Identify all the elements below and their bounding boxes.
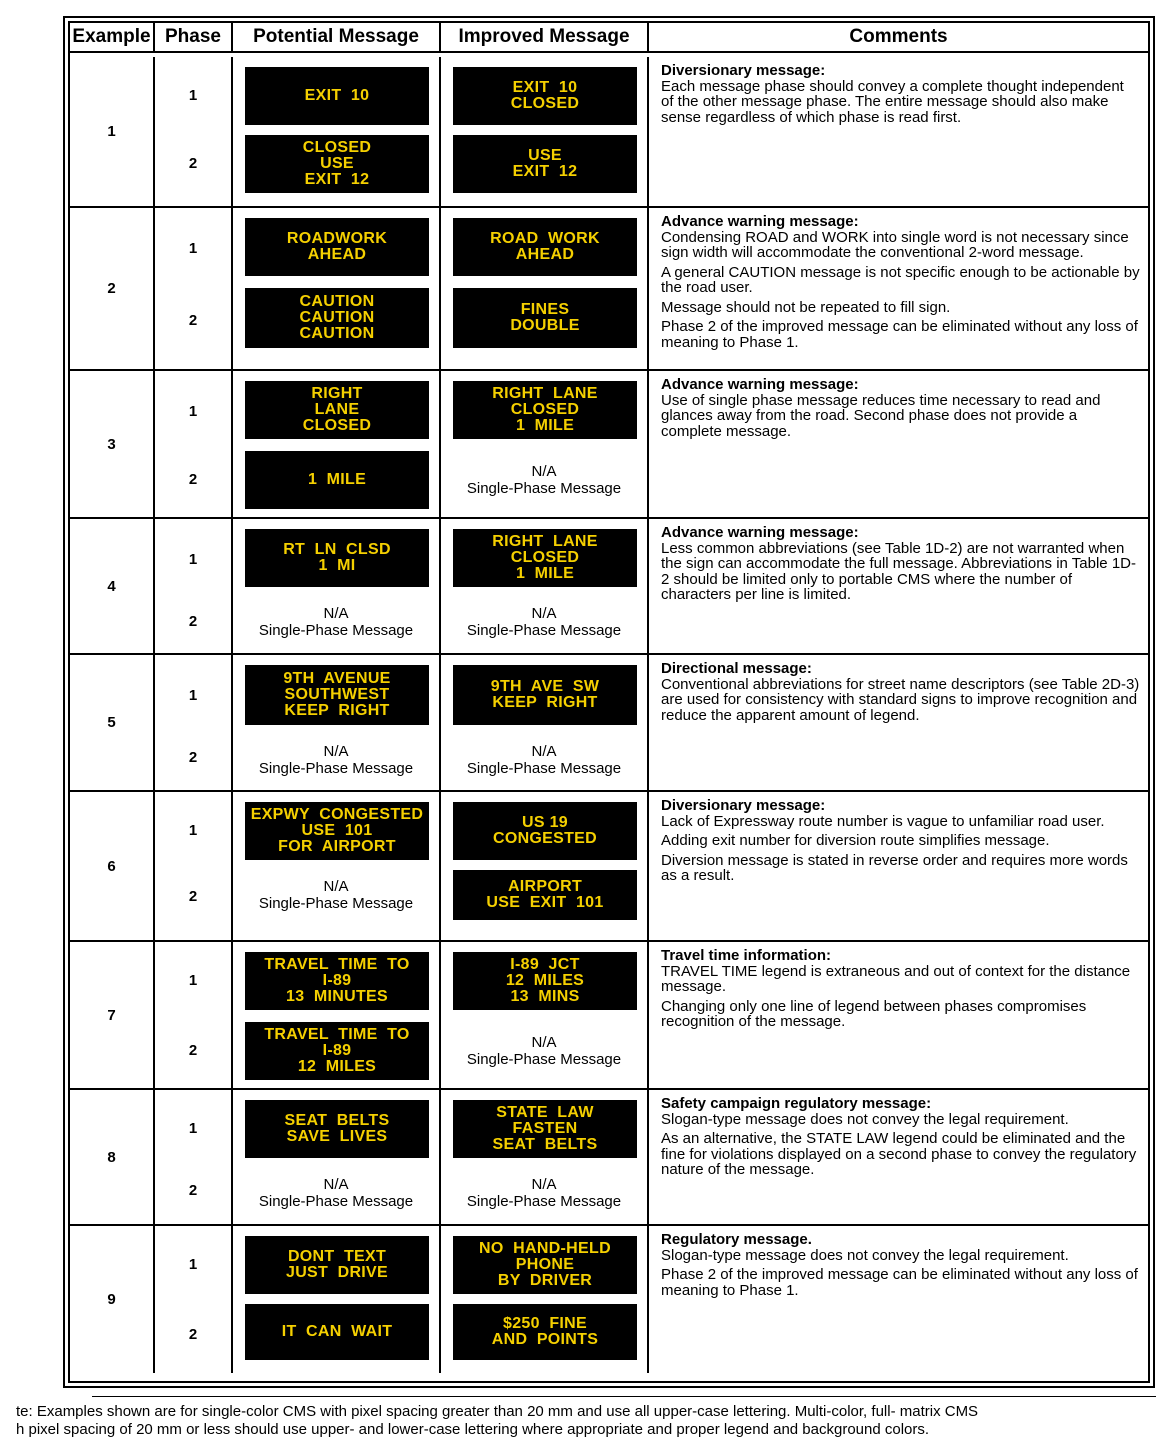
improved-phase-2-line: N/A <box>531 605 557 622</box>
example-number: 3 <box>70 370 154 518</box>
comment-paragraph: Lack of Expressway route number is vague to unfamiliar road user. <box>661 812 1105 830</box>
potential-phase-1-sign <box>245 1100 429 1158</box>
potential-message-cell <box>232 57 440 207</box>
header-potential-message: Potential Message <box>232 23 440 52</box>
potential-phase-1-sign <box>245 529 429 587</box>
comment-paragraph: Phase 2 of the improved message can be eliminated without any loss of meaning to Phase 1. <box>661 318 1138 351</box>
header-example: Example <box>70 23 154 52</box>
potential-phase-1-line: SEAT BELTS <box>284 1112 390 1129</box>
improved-message-cell <box>440 518 648 654</box>
improved-phase-2-sign <box>453 135 637 193</box>
example-number: 9 <box>70 1225 154 1373</box>
potential-message-cell <box>232 791 440 941</box>
table-row <box>70 370 1148 518</box>
comment-text <box>649 942 1148 1030</box>
comment-text <box>649 655 1148 723</box>
potential-phase-1-line: SOUTHWEST <box>284 686 390 703</box>
potential-phase-1-line: DONT TEXT <box>287 1248 387 1265</box>
potential-phase-2-not-applicable <box>233 1176 439 1210</box>
potential-phase-1-line: RIGHT <box>311 385 363 402</box>
comment-paragraph: A general CAUTION message is not specific enough to be actionable by the road user. <box>661 263 1140 296</box>
improved-phase-2-line: AND POINTS <box>491 1331 599 1348</box>
improved-phase-1-line: KEEP RIGHT <box>492 694 598 711</box>
potential-phase-2-sign <box>245 135 429 193</box>
potential-phase-1-line: TRAVEL TIME TO <box>264 956 410 973</box>
potential-phase-1-line: KEEP RIGHT <box>284 702 390 719</box>
comment-paragraph: Less common abbreviations (see Table 1D-2) are not warranted when the sign can accommodate the full message. Abbreviations in Table 1D-2 should be limited only to portable CMS where the number of characters per line is limited. <box>661 539 1136 603</box>
phase-number: 1 <box>188 1256 198 1273</box>
phase-number: 1 <box>188 240 198 257</box>
example-number: 2 <box>70 207 154 370</box>
improved-phase-1-line: 12 MILES <box>505 972 585 989</box>
improved-phase-2-line: EXIT 12 <box>512 163 578 180</box>
improved-message-cell <box>440 57 648 207</box>
improved-phase-2-sign <box>453 870 637 920</box>
table-row <box>70 1089 1148 1225</box>
improved-phase-1-line: FASTEN <box>512 1120 578 1137</box>
phase-cell <box>154 941 232 1089</box>
potential-phase-1-line: USE 101 <box>301 822 373 839</box>
phase-number: 2 <box>188 312 198 329</box>
improved-phase-1-line: RIGHT LANE <box>492 533 598 550</box>
phase-number: 1 <box>188 551 198 568</box>
comment-text <box>649 371 1148 439</box>
improved-phase-2-line: $250 FINE <box>503 1315 587 1332</box>
phase-number: 2 <box>188 1326 198 1343</box>
potential-phase-1-line: 13 MINUTES <box>286 988 388 1005</box>
improved-phase-1-line: 1 MILE <box>515 565 575 582</box>
table-row <box>70 941 1148 1089</box>
potential-phase-2-line: CAUTION <box>299 293 375 310</box>
improved-phase-1-line: CLOSED <box>510 549 580 566</box>
comment-paragraph: Message should not be repeated to fill sign. <box>661 298 951 316</box>
potential-phase-1-sign <box>245 952 429 1010</box>
footnote-line-2: h pixel spacing of 20 mm or less should use upper- and lower-case lettering where appropriate and proper legend and background colors. <box>16 1421 930 1438</box>
potential-phase-2-line: CAUTION <box>299 309 375 326</box>
example-number: 7 <box>70 941 154 1089</box>
potential-phase-2-sign <box>245 1022 429 1080</box>
phase-cell <box>154 791 232 941</box>
potential-phase-2-not-applicable <box>233 878 439 912</box>
improved-message-cell <box>440 1225 648 1373</box>
potential-phase-1-line: LANE <box>314 401 360 418</box>
improved-phase-1-line: PHONE <box>515 1256 575 1273</box>
header-phase: Phase <box>154 23 232 52</box>
footnote <box>16 1403 1166 1439</box>
improved-phase-2-sign <box>453 1304 637 1360</box>
potential-phase-2-line: IT CAN WAIT <box>281 1323 393 1340</box>
table-frame <box>63 16 1155 1388</box>
improved-message-cell <box>440 207 648 370</box>
potential-phase-1-line: FOR AIRPORT <box>278 838 396 855</box>
improved-phase-1-line: ROAD WORK <box>490 230 600 247</box>
improved-phase-1-line: RIGHT LANE <box>492 385 598 402</box>
potential-phase-1-sign <box>245 218 429 276</box>
improved-phase-1-sign <box>453 802 637 860</box>
phase-cell <box>154 654 232 791</box>
improved-message-cell <box>440 791 648 941</box>
header-improved-message: Improved Message <box>440 23 648 52</box>
example-number: 1 <box>70 57 154 207</box>
improved-message-cell <box>440 941 648 1089</box>
potential-phase-2-line: N/A <box>323 743 349 760</box>
phase-number: 2 <box>188 888 198 905</box>
table-row <box>70 1225 1148 1373</box>
example-number: 8 <box>70 1089 154 1225</box>
phase-number: 2 <box>188 471 198 488</box>
phase-cell <box>154 370 232 518</box>
example-number: 6 <box>70 791 154 941</box>
improved-phase-1-line: SEAT BELTS <box>492 1136 598 1153</box>
improved-phase-1-line: CONGESTED <box>492 830 598 847</box>
comment-title: Travel time information: <box>661 947 832 964</box>
comment-paragraph: Condensing ROAD and WORK into single word is not necessary since sign width will accommodate the conventional 2-word message. <box>661 228 1129 261</box>
footnote-line-1: te: Examples shown are for single-color CMS with pixel spacing greater than 20 mm and use all upper-case lettering. Multi-color, full- matrix CMS <box>16 1403 979 1420</box>
improved-message-cell <box>440 654 648 791</box>
improved-phase-1-line: EXIT 10 <box>512 79 578 96</box>
potential-phase-1-line: RT LN CLSD <box>283 541 391 558</box>
improved-phase-1-sign <box>453 67 637 125</box>
improved-phase-1-line: CLOSED <box>510 95 580 112</box>
potential-phase-1-line: JUST DRIVE <box>286 1264 388 1281</box>
potential-phase-2-line: TRAVEL TIME TO <box>264 1026 410 1043</box>
footnote-rule <box>92 1396 1156 1397</box>
potential-phase-2-line: EXIT 12 <box>304 171 370 188</box>
improved-phase-2-line: AIRPORT <box>507 878 583 895</box>
comment-cell <box>648 941 1148 1089</box>
example-number: 4 <box>70 518 154 654</box>
phase-cell <box>154 57 232 207</box>
improved-phase-2-line: Single-Phase Message <box>466 480 622 497</box>
comment-text <box>649 208 1148 350</box>
potential-phase-2-line: Single-Phase Message <box>258 760 414 777</box>
potential-phase-1-line: AHEAD <box>307 246 367 263</box>
potential-phase-2-line: I-89 <box>322 1042 352 1059</box>
comment-title: Advance warning message: <box>661 376 859 393</box>
comment-cell <box>648 518 1148 654</box>
potential-message-cell <box>232 370 440 518</box>
improved-phase-2-not-applicable <box>441 743 647 777</box>
improved-phase-1-sign <box>453 665 637 725</box>
comment-paragraph: Use of single phase message reduces time necessary to read and glances away from the road. Second phase does not provide a complete message. <box>661 391 1101 440</box>
potential-message-cell <box>232 941 440 1089</box>
comment-title: Directional message: <box>661 660 812 677</box>
comment-paragraph: Changing only one line of legend between phases compromises recognition of the message. <box>661 997 1087 1030</box>
improved-phase-1-line: US 19 <box>522 814 568 831</box>
header-comments: Comments <box>849 26 948 47</box>
comment-text <box>649 1090 1148 1178</box>
improved-phase-2-not-applicable <box>441 605 647 639</box>
potential-phase-2-sign <box>245 288 429 348</box>
comment-paragraph: Phase 2 of the improved message can be eliminated without any loss of meaning to Phase 1. <box>661 1266 1138 1299</box>
improved-message-cell <box>440 370 648 518</box>
improved-phase-1-line: NO HAND-HELD <box>479 1240 611 1257</box>
table-row <box>70 207 1148 370</box>
potential-phase-2-line: CLOSED <box>302 139 372 156</box>
comment-cell <box>648 370 1148 518</box>
comment-text <box>649 519 1148 603</box>
improved-phase-1-line: 9TH AVE SW <box>490 678 600 695</box>
comment-cell <box>648 207 1148 370</box>
potential-phase-2-line: Single-Phase Message <box>258 622 414 639</box>
table-row <box>70 57 1148 207</box>
comment-title: Diversionary message: <box>661 62 826 79</box>
comment-cell <box>648 57 1148 207</box>
improved-phase-1-line: BY DRIVER <box>497 1272 593 1289</box>
improved-phase-2-line: Single-Phase Message <box>466 1051 622 1068</box>
improved-phase-1-line: AHEAD <box>515 246 575 263</box>
comment-cell <box>648 654 1148 791</box>
comment-paragraph: Each message phase should convey a complete thought independent of the other message phase. The entire message should also make sense regardless of which phase is read first. <box>661 77 1124 126</box>
improved-phase-1-line: 13 MINS <box>510 988 580 1005</box>
comment-cell <box>648 791 1148 941</box>
potential-phase-2-sign <box>245 451 429 509</box>
improved-phase-2-line: Single-Phase Message <box>466 622 622 639</box>
table-inner <box>68 21 1150 1383</box>
improved-phase-2-line: N/A <box>531 1176 557 1193</box>
improved-phase-2-line: N/A <box>531 743 557 760</box>
improved-phase-2-line: USE <box>528 147 562 164</box>
comment-paragraph: As an alternative, the STATE LAW legend could be eliminated and the fine for violations displayed on a second phase to convey the regulatory nature of the message. <box>661 1130 1137 1178</box>
phase-number: 1 <box>188 822 198 839</box>
table-row <box>70 654 1148 791</box>
potential-phase-1-line: SAVE LIVES <box>286 1128 388 1145</box>
potential-phase-1-line: 9TH AVENUE <box>283 670 391 687</box>
potential-phase-2-line: N/A <box>323 1176 349 1193</box>
improved-phase-1-line: I-89 JCT <box>510 956 580 973</box>
improved-phase-1-sign <box>453 381 637 439</box>
potential-phase-2-sign <box>245 1304 429 1360</box>
table-body <box>70 57 1148 1373</box>
phase-number: 1 <box>188 1120 198 1137</box>
phase-number: 2 <box>188 155 198 172</box>
potential-phase-2-line: 1 MILE <box>307 471 367 488</box>
phase-number: 1 <box>188 87 198 104</box>
potential-phase-1-line: EXIT 10 <box>304 87 370 104</box>
potential-phase-1-sign <box>245 802 429 860</box>
comment-cell <box>648 1089 1148 1225</box>
improved-phase-1-line: CLOSED <box>510 401 580 418</box>
comment-text <box>649 57 1148 125</box>
comment-cell <box>648 1225 1148 1373</box>
improved-phase-2-not-applicable <box>441 1034 647 1068</box>
potential-message-cell <box>232 518 440 654</box>
potential-message-cell <box>232 1089 440 1225</box>
phase-cell <box>154 518 232 654</box>
potential-phase-2-not-applicable <box>233 605 439 639</box>
potential-message-cell <box>232 1225 440 1373</box>
comment-paragraph: TRAVEL TIME legend is extraneous and out of context for the distance message. <box>661 962 1131 995</box>
potential-phase-1-sign <box>245 381 429 439</box>
improved-phase-2-line: USE EXIT 101 <box>486 894 604 911</box>
improved-message-cell <box>440 1089 648 1225</box>
phase-number: 2 <box>188 1182 198 1199</box>
example-number: 5 <box>70 654 154 791</box>
phase-number: 1 <box>188 403 198 420</box>
potential-phase-2-line: 12 MILES <box>297 1058 377 1075</box>
comment-title: Advance warning message: <box>661 524 859 541</box>
improved-phase-2-sign <box>453 288 637 348</box>
improved-phase-2-line: FINES <box>520 301 570 318</box>
potential-phase-1-line: 1 MI <box>318 557 356 574</box>
phase-number: 2 <box>188 1042 198 1059</box>
table-header <box>70 23 1148 53</box>
phase-cell <box>154 1089 232 1225</box>
phase-cell <box>154 207 232 370</box>
potential-phase-1-sign <box>245 67 429 125</box>
phase-number: 2 <box>188 613 198 630</box>
phase-number: 1 <box>188 972 198 989</box>
potential-phase-2-not-applicable <box>233 743 439 777</box>
improved-phase-2-line: Single-Phase Message <box>466 760 622 777</box>
potential-phase-1-line: I-89 <box>322 972 352 989</box>
improved-phase-1-sign <box>453 218 637 276</box>
comment-title: Diversionary message: <box>661 797 826 814</box>
potential-phase-1-line: EXPWY CONGESTED <box>250 806 424 823</box>
potential-phase-1-line: ROADWORK <box>286 230 388 247</box>
comment-title: Safety campaign regulatory message: <box>661 1095 932 1112</box>
improved-phase-1-line: STATE LAW <box>496 1104 594 1121</box>
improved-phase-2-not-applicable <box>441 463 647 497</box>
potential-message-cell <box>232 207 440 370</box>
potential-phase-2-line: N/A <box>323 605 349 622</box>
potential-phase-2-line: Single-Phase Message <box>258 1193 414 1210</box>
table-row <box>70 518 1148 654</box>
improved-phase-2-line: Single-Phase Message <box>466 1193 622 1210</box>
improved-phase-1-sign <box>453 1100 637 1158</box>
comment-paragraph: Slogan-type message does not convey the legal requirement. <box>661 1246 1069 1264</box>
comment-paragraph: Slogan-type message does not convey the legal requirement. <box>661 1110 1069 1128</box>
potential-phase-2-line: N/A <box>323 878 349 895</box>
potential-message-cell <box>232 654 440 791</box>
comment-title: Regulatory message. <box>661 1231 812 1248</box>
potential-phase-2-line: CAUTION <box>299 325 375 342</box>
phase-number: 2 <box>188 749 198 766</box>
comment-paragraph: Diversion message is stated in reverse order and requires more words as a result. <box>661 851 1128 884</box>
improved-phase-1-sign <box>453 529 637 587</box>
improved-phase-1-sign <box>453 952 637 1010</box>
potential-phase-2-line: Single-Phase Message <box>258 895 414 912</box>
comment-paragraph: Conventional abbreviations for street name descriptors (see Table 2D-3) are used for consistency with standard signs to improve recognition and reduce the apparent amount of legend. <box>661 675 1140 724</box>
comment-text <box>649 792 1148 884</box>
potential-phase-1-line: CLOSED <box>302 417 372 434</box>
improved-phase-1-line: 1 MILE <box>515 417 575 434</box>
potential-phase-1-sign <box>245 1236 429 1294</box>
improved-phase-2-not-applicable <box>441 1176 647 1210</box>
phase-number: 1 <box>188 687 198 704</box>
comment-text <box>649 1226 1148 1298</box>
improved-phase-2-line: N/A <box>531 463 557 480</box>
improved-phase-2-line: N/A <box>531 1034 557 1051</box>
comment-paragraph: Adding exit number for diversion route simplifies message. <box>661 832 1050 849</box>
comment-title: Advance warning message: <box>661 213 859 230</box>
improved-phase-1-sign <box>453 1236 637 1294</box>
improved-phase-2-line: DOUBLE <box>510 317 580 334</box>
potential-phase-2-line: USE <box>320 155 354 172</box>
table-row <box>70 791 1148 941</box>
potential-phase-1-sign <box>245 665 429 725</box>
phase-cell <box>154 1225 232 1373</box>
